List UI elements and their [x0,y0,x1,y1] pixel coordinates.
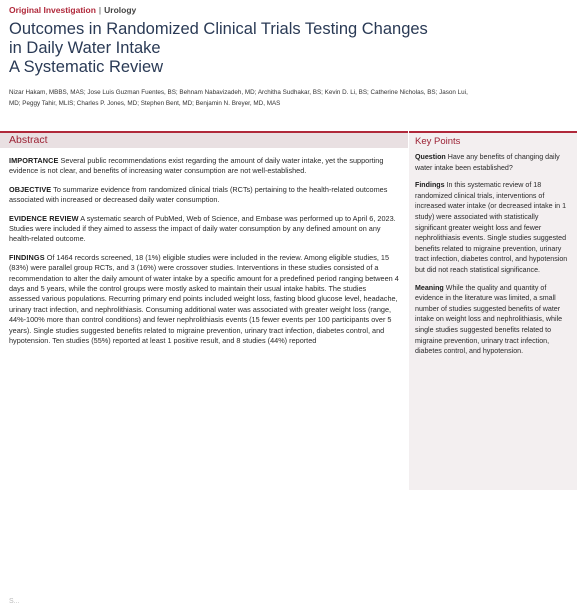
kp-findings-text: In this systematic review of 18 randomized clinical trials, interventions of increased water intake (or decreased intake in 1 study) were associated with statistically significant greater weight loss and fewer nephrolithiasis events. Single studies suggested benefits related to migraine prevention, urinary tract infection, diabetes control, and hypotension but did not reach statistical significance. [415,181,568,274]
article-title: Outcomes in Randomized Clinical Trials Testing Changes in Daily Water Intake [9,20,428,57]
section-separator: | [98,5,102,15]
key-points-meaning [415,283,571,357]
abstract-evidence-review [9,214,399,245]
question-text: Have any benefits of changing daily water intake been established? [415,153,560,172]
abstract-importance [9,156,399,177]
key-points-heading: Key Points [415,136,461,147]
key-points-question [415,152,571,173]
question-label: Question [415,153,446,161]
abstract-heading: Abstract [0,131,408,148]
key-points-findings [415,180,571,275]
abstract-body [0,148,408,347]
meaning-label: Meaning [415,283,444,292]
key-points-body [415,152,571,357]
importance-text: Several public recommendations exist regarding the amount of daily water intake, yet the supporting evidence is not clear, and benefits of increasing water consumption are not well-established. [9,156,384,176]
author-list: Nizar Hakam, MBBS, MAS; Jose Luis Guzman Fuentes, BS; Behnam Nabavizadeh, MD; Architha Sudhakar, BS; Kevin D. Li, BS; Catherine Nicholas, BS; Jason Lui, MD; Peggy Tahir, MLIS; Charles P. Jones, MD; Stephen Bent, MD; Benjamin N. Breyer, MD, MAS [9,89,468,107]
findings-label: FINDINGS [9,252,45,262]
objective-label: OBJECTIVE [9,184,52,194]
abstract-objective [9,185,399,206]
cutoff-text: S... [9,598,20,605]
meaning-text: While the quality and quantity of evidence in the literature was limited, a small number of studies suggested benefits of water intake on weight loss and nephrolithiasis, while single studies suggested benefits related to migraine prevention, urinary tract infection, diabetes control, and hypotension. [415,283,563,356]
importance-label: IMPORTANCE [9,156,59,165]
article-type: Original Investigation [9,5,96,15]
evidence-review-text: A systematic search of PubMed, Web of Science, and Embase was performed up to April 6, 2023. Studies were included if they aimed to assess the impact of daily water consumption by any defined amount on any health-related outcome. [9,213,396,244]
article-section-tag [9,5,136,15]
findings-text: Of 1464 records screened, 18 (1%) eligible studies were included in the review. Among eligible studies, 15 (83%) were parallel group RCTs, and 3 (16%) were crossover studies. Interventions in these studies consisted of a recommendation to alter the daily amount of water intake by a specific amount for a predefined period ranging between 4 days and 5 years, while the control groups were mostly asked to maintain their usual intake habits. The studies assessed various populations. Recurring primary end points included weight loss, fasting blood glucose level, headache, urinary tract infection, and nephrolithiasis. Consuming additional water was associated with greater weight loss (range, 44%-100% more than control conditions) and fewer nephrolithiasis events (15 fewer events per 100 participants over 5 years). Single studies suggested benefits related to migraine prevention, urinary tract infection, diabetes control, and hypotension. Ten studies (55%) reported at least 1 positive result, and 8 studies (44%) reported [9,252,399,346]
abstract-findings [9,253,399,347]
evidence-review-label: EVIDENCE REVIEW [9,213,79,223]
abstract-section [0,131,408,605]
kp-findings-label: Findings [415,181,445,190]
article-topic: Urology [104,5,137,15]
key-points-box [409,131,577,490]
objective-text: To summarize evidence from randomized clinical trials (RCTs) pertaining to the health-related outcomes associated with increased or decreased daily water consumption. [9,184,388,205]
article-subtitle: A Systematic Review [9,58,164,76]
